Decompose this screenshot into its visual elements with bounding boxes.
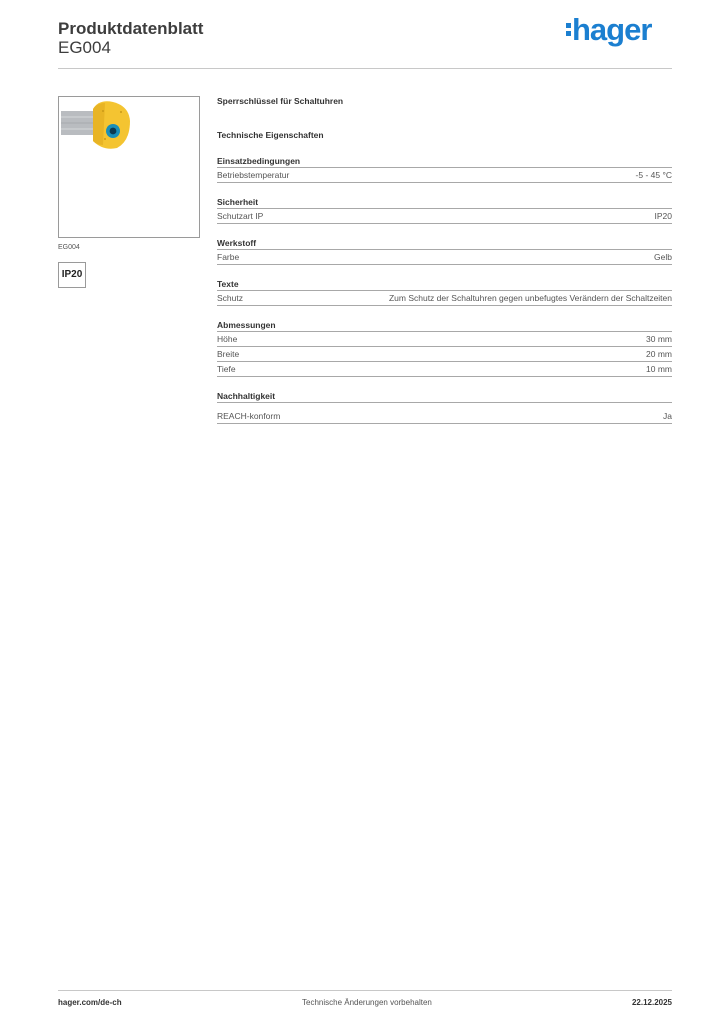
product-name: Sperrschlüssel für Schaltuhren bbox=[217, 96, 344, 106]
group-title: Texte bbox=[217, 275, 672, 291]
spec-label: Tiefe bbox=[217, 364, 236, 374]
footer-website: hager.com/de-ch bbox=[58, 998, 122, 1007]
spec-row bbox=[217, 250, 672, 265]
spec-value: Zum Schutz der Schaltuhren gegen unbefugtes Verändern der Schaltzeiten bbox=[388, 293, 672, 303]
spec-group-einsatzbedingungen bbox=[217, 152, 672, 183]
spec-row bbox=[217, 409, 672, 424]
spec-label: Betriebstemperatur bbox=[217, 170, 290, 180]
footer-date: 22.12.2025 bbox=[631, 998, 672, 1007]
group-title: Werkstoff bbox=[217, 234, 672, 250]
spec-label: Breite bbox=[217, 349, 240, 359]
ip-rating-badge: IP20 bbox=[58, 262, 86, 288]
spec-group-abmessungen bbox=[217, 316, 672, 377]
spec-value: 20 mm bbox=[646, 349, 672, 359]
group-title: Einsatzbedingungen bbox=[217, 152, 672, 168]
group-title: Abmessungen bbox=[217, 316, 672, 332]
spec-row bbox=[217, 347, 672, 362]
brand-logo bbox=[566, 12, 651, 48]
spec-label: Schutz bbox=[217, 293, 243, 303]
spec-value: -5 - 45 °C bbox=[635, 170, 672, 180]
spec-label: Farbe bbox=[217, 252, 240, 262]
spec-value: Gelb bbox=[654, 252, 672, 262]
group-title: Nachhaltigkeit bbox=[217, 387, 672, 403]
page-title: Produktdatenblatt bbox=[58, 19, 204, 38]
key-product-icon bbox=[59, 97, 199, 237]
group-title: Sicherheit bbox=[217, 193, 672, 209]
footer-divider bbox=[58, 990, 672, 991]
spec-label: REACH-konform bbox=[217, 411, 281, 421]
product-image bbox=[58, 96, 200, 238]
spec-value: IP20 bbox=[654, 211, 672, 221]
spec-value: 30 mm bbox=[646, 334, 672, 344]
spec-group-nachhaltigkeit bbox=[217, 387, 672, 424]
spec-group-sicherheit bbox=[217, 193, 672, 224]
logo-dots-icon bbox=[566, 20, 571, 39]
spec-group-werkstoff bbox=[217, 234, 672, 265]
spec-value: Ja bbox=[663, 411, 672, 421]
header-divider bbox=[58, 68, 672, 69]
spec-row bbox=[217, 332, 672, 347]
spec-row bbox=[217, 362, 672, 377]
spec-row bbox=[217, 291, 672, 306]
product-code: EG004 bbox=[58, 38, 111, 57]
spec-content bbox=[217, 96, 672, 424]
spec-row bbox=[217, 209, 672, 224]
spec-label: Höhe bbox=[217, 334, 238, 344]
spec-row bbox=[217, 168, 672, 183]
logo-text: hager bbox=[572, 12, 652, 47]
footer-notice: Technische Änderungen vorbehalten bbox=[302, 998, 432, 1007]
section-title: Technische Eigenschaften bbox=[217, 130, 324, 140]
spec-group-texte bbox=[217, 275, 672, 306]
spec-value: 10 mm bbox=[646, 364, 672, 374]
image-caption: EG004 bbox=[58, 244, 80, 251]
spec-label: Schutzart IP bbox=[217, 211, 264, 221]
